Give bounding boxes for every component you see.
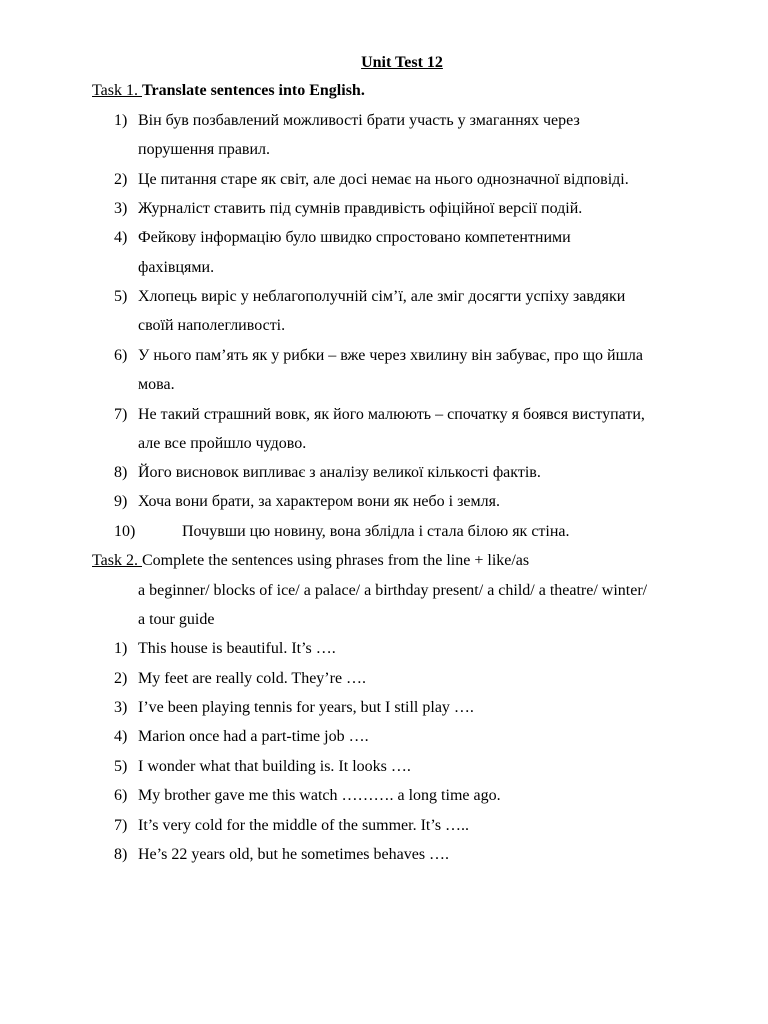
task1-item-line: Це питання старе як світ, але досі немає на нього однозначної відповіді. <box>138 171 629 188</box>
task1-item-line: Його висновок випливає з аналізу великої кількості фактів. <box>138 464 541 481</box>
task2-item-number: 5) <box>114 758 128 775</box>
task2-item-number: 1) <box>114 640 128 657</box>
task2-item-number: 2) <box>114 670 128 687</box>
task2-item-text: He’s 22 years old, but he sometimes behaves …. <box>138 846 450 863</box>
task2-heading <box>92 551 529 571</box>
task2-item-text: This house is beautiful. It’s …. <box>138 640 336 657</box>
task2-item-text: I wonder what that building is. It looks …. <box>138 758 411 775</box>
task1-item-line: У нього пам’ять як у рибки – вже через хвилину він забуває, про що йшла <box>138 347 643 364</box>
task1-item-number: 8) <box>114 464 128 481</box>
task2-instruction: Complete the sentences using phrases from the line + like/as <box>141 552 530 569</box>
task1-item-number: 9) <box>114 493 128 510</box>
task2-phrase-line: a tour guide <box>138 611 215 628</box>
task1-instruction: Translate sentences into English. <box>141 82 365 99</box>
task1-item-number: 1) <box>114 112 128 129</box>
task1-item-number: 4) <box>114 229 128 246</box>
task1-item-line: мова. <box>138 376 175 393</box>
task1-item-line: Фейкову інформацію було швидко спростовано компетентними <box>138 229 571 246</box>
task1-item-number: 5) <box>114 288 128 305</box>
task1-item-line: своїй наполегливості. <box>138 317 286 334</box>
task1-heading <box>92 81 365 101</box>
task1-item-line: фахівцями. <box>138 259 215 276</box>
task1-item-number: 6) <box>114 347 128 364</box>
task2-phrase-line: a beginner/ blocks of ice/ a palace/ a birthday present/ a child/ a theatre/ winter/ <box>138 582 648 599</box>
task1-item-line: Він був позбавлений можливості брати участь у змаганнях через <box>138 112 580 129</box>
task2-item-text: My brother gave me this watch ………. a long time ago. <box>138 787 501 804</box>
task1-item-number: 2) <box>114 171 128 188</box>
task2-item-number: 4) <box>114 728 128 745</box>
task1-item-number: 7) <box>114 406 128 423</box>
task1-item-line: Журналіст ставить під сумнів правдивість офіційної версії подій. <box>138 200 583 217</box>
task2-item-text: It’s very cold for the middle of the summer. It’s ….. <box>138 817 470 834</box>
task1-item-line: Не такий страшний вовк, як його малюють – спочатку я боявся виступати, <box>138 406 645 423</box>
task1-item-line: порушення правил. <box>138 141 271 158</box>
task1-item-line: Хоча вони брати, за характером вони як небо і земля. <box>138 493 500 510</box>
task2-item-text: My feet are really cold. They’re …. <box>138 670 367 687</box>
task1-label: Task 1. <box>92 82 142 99</box>
page-title: Unit Test 12 <box>361 54 443 71</box>
task1-item-number: 3) <box>114 200 128 217</box>
task2-item-number: 7) <box>114 817 128 834</box>
task1-item-line: Хлопець виріс у неблагополучній сім’ї, але зміг досягти успіху завдяки <box>138 288 626 305</box>
task2-item-number: 3) <box>114 699 128 716</box>
task2-item-number: 8) <box>114 846 128 863</box>
task1-item-number: 10) <box>114 523 136 540</box>
task2-label: Task 2. <box>92 552 142 569</box>
task2-item-text: Marion once had a part-time job …. <box>138 728 369 745</box>
task2-item-text: I’ve been playing tennis for years, but I still play …. <box>138 699 474 716</box>
task2-item-number: 6) <box>114 787 128 804</box>
task1-item-line: Почувши цю новину, вона зблідла і стала білою як стіна. <box>182 523 570 540</box>
task1-item-line: але все пройшло чудово. <box>138 435 307 452</box>
